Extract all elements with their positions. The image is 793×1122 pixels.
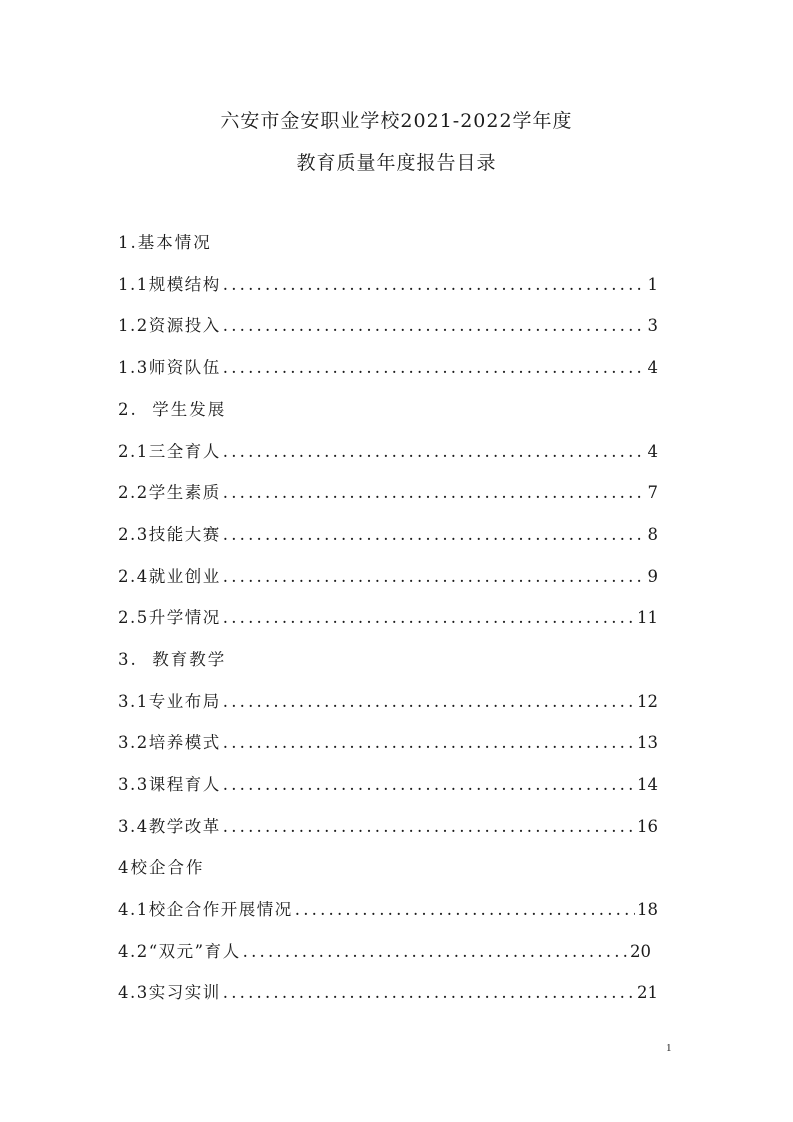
toc-entry-page: 13 — [637, 733, 658, 752]
toc-entry-label: 1.基本情况 — [118, 233, 212, 252]
toc-entry-label: 3.4教学改革 — [118, 817, 221, 836]
toc-leader-dots — [295, 898, 635, 922]
toc-entry-4-3 — [118, 981, 658, 1005]
toc-leader-dots — [223, 690, 635, 714]
document-title-line-2: 教育质量年度报告目录 — [296, 152, 497, 174]
toc-entry-page: 1 — [647, 275, 658, 294]
toc-entry-page: 20 — [630, 942, 651, 961]
page-number: 1 — [666, 1042, 672, 1054]
toc-leader-dots — [223, 356, 646, 380]
toc-entry-label: 4.3实习实训 — [118, 983, 221, 1002]
toc-entry-page: 3 — [647, 316, 658, 335]
toc-entry-label: 4.1校企合作开展情况 — [118, 900, 293, 919]
toc-leader-dots — [223, 731, 635, 755]
toc-entry-2-5 — [118, 606, 658, 630]
document-title-line-1: 六安市金安职业学校2021-2022学年度 — [220, 110, 573, 132]
toc-entry-label: 2. 学生发展 — [118, 400, 227, 419]
toc-entry-3-2 — [118, 731, 658, 755]
toc-entry-page: 7 — [647, 483, 658, 502]
toc-entry-2-4 — [118, 565, 658, 589]
toc-leader-dots — [223, 440, 646, 464]
toc-entry-2-1 — [118, 440, 658, 464]
toc-leader-dots — [223, 981, 635, 1005]
toc-entry-label: 4校企合作 — [118, 858, 205, 877]
toc-entry-label: 3. 教育教学 — [118, 650, 227, 669]
toc-entry-label: 2.1三全育人 — [118, 442, 221, 461]
toc-leader-dots — [223, 523, 646, 547]
toc-entry-4-1 — [118, 898, 658, 922]
toc-entry-label: 3.1专业布局 — [118, 692, 221, 711]
toc-entry-label: 4.2“双元”育人 — [118, 942, 241, 961]
toc-entry-page: 12 — [637, 692, 658, 711]
toc-entry-label: 3.3课程育人 — [118, 775, 221, 794]
toc-entry-page: 16 — [637, 817, 658, 836]
toc-entry-1-3 — [118, 356, 658, 380]
toc-entry-page: 8 — [647, 525, 658, 544]
toc-entry-label: 1.3师资队伍 — [118, 358, 221, 377]
toc-entry-1-1 — [118, 273, 658, 297]
toc-entry-label: 3.2培养模式 — [118, 733, 221, 752]
toc-entry-page: 14 — [637, 775, 658, 794]
toc-leader-dots — [223, 773, 635, 797]
toc-leader-dots — [223, 815, 635, 839]
toc-entry-label: 2.2学生素质 — [118, 483, 221, 502]
toc-entry-2-3 — [118, 523, 658, 547]
toc-leader-dots — [223, 565, 646, 589]
toc-entry-page: 11 — [637, 608, 658, 627]
toc-entry-label: 2.5升学情况 — [118, 608, 221, 627]
toc-entry-page: 9 — [647, 567, 658, 586]
toc-entry-label: 1.1规模结构 — [118, 275, 221, 294]
toc-leader-dots — [223, 314, 646, 338]
toc-entry-3-1 — [118, 690, 658, 714]
toc-section-2 — [118, 398, 658, 422]
toc-leader-dots — [223, 481, 646, 505]
toc-entry-3-4 — [118, 815, 658, 839]
toc-section-3 — [118, 648, 658, 672]
toc-entry-page: 21 — [637, 983, 658, 1002]
toc-entry-1-2 — [118, 314, 658, 338]
toc-entry-page: 18 — [637, 900, 658, 919]
toc-section-4 — [118, 856, 658, 880]
toc-entry-4-2 — [118, 940, 651, 964]
toc-entry-2-2 — [118, 481, 658, 505]
toc-leader-dots — [223, 606, 635, 630]
toc-leader-dots — [223, 273, 646, 297]
toc-entry-label: 1.2资源投入 — [118, 316, 221, 335]
toc-entry-page: 4 — [647, 442, 658, 461]
toc-leader-dots — [243, 940, 628, 964]
toc-entry-label: 2.4就业创业 — [118, 567, 221, 586]
toc-entry-page: 4 — [647, 358, 658, 377]
toc-entry-3-3 — [118, 773, 658, 797]
toc-section-1 — [118, 231, 658, 255]
toc-entry-label: 2.3技能大赛 — [118, 525, 221, 544]
